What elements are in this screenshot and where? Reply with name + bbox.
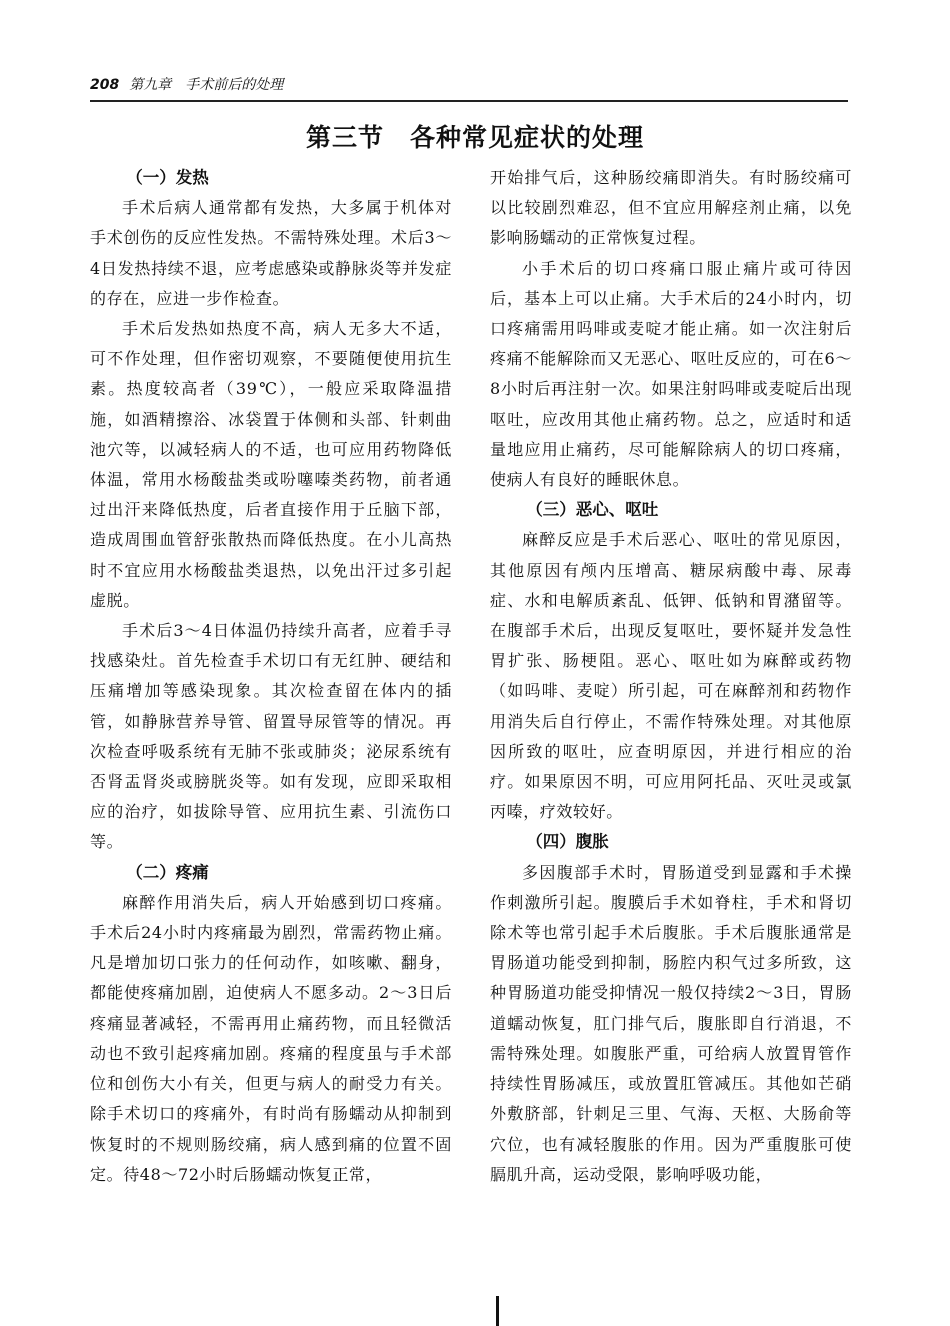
paragraph: 手术后发热如热度不高，病人无多大不适，可不作处理，但作密切观察，不要随便使用抗生素。热度较高者（39℃），一般应采取降温措施，如酒精擦浴、冰袋置于体侧和头部、针刺曲池穴等，以减轻病人的不适，也可应用药物降低体温，常用水杨酸盐类或吩噻嗪类药物，前者通过出汗来降低热度，后者直接作用于丘脑下部，造成周围血管舒张散热而降低热度。在小儿高热时不宜应用水杨酸盐类退热，以免出汗过多引起虚脱。 xyxy=(90,319,452,610)
paragraph: 手术后3～4日体温仍持续升高者，应着手寻找感染灶。首先检查手术切口有无红肿、硬结和压痛增加等感染现象。其次检查留在体内的插管，如静脉营养导管、留置导尿管等的情况。再次检查呼吸系统有无肺不张或肺炎；泌尿系统有否肾盂肾炎或膀胱炎等。如有发现，应即采取相应的治疗，如拔除导管、应用抗生素、引流伤口等。 xyxy=(90,621,452,852)
page-number: 208 xyxy=(90,77,120,93)
paragraph: 小手术后的切口疼痛口服止痛片或可待因后，基本上可以止痛。大手术后的24小时内，切口疼痛需用吗啡或麦啶才能止痛。如一次注射后疼痛不能解除而又无恶心、呕吐反应的，可在6～8小时后再注射一次。如果注射吗啡或麦啶后出现呕吐，应改用其他止痛药物。总之，应适时和适量地应用止痛药，尽可能解除病人的切口疼痛，使病人有良好的睡眠休息。 xyxy=(490,258,852,490)
chapter-title: 第九章 手术前后的处理 xyxy=(129,77,284,93)
subheading-bloating: （四）腹胀 xyxy=(526,832,609,852)
paragraph-continued: 开始排气后，这种肠绞痛即消失。有时肠绞痛可以比较剧烈难忍，但不宜应用解痉剂止痛，以免影响肠蠕动的正常恢复过程。 xyxy=(490,168,852,248)
right-column xyxy=(490,163,852,1190)
paragraph: 麻醉作用消失后，病人开始感到切口疼痛。手术后24小时内疼痛最为剧烈，常需药物止痛。凡是增加切口张力的任何动作，如咳嗽、翻身，都能使疼痛加剧，迫使病人不愿多动。2～3日后疼痛显著减轻，不需再用止痛药物，而且轻微活动也不致引起疼痛加剧。疼痛的程度虽与手术部位和创伤大小有关，但更与病人的耐受力有关。除手术切口的疼痛外，有时尚有肠蠕动从抑制到恢复时的不规则肠绞痛，病人感到痛的位置不固定。待48～72小时后肠蠕动恢复正常， xyxy=(90,892,452,1184)
running-header xyxy=(90,74,848,102)
subheading-nausea-vomiting: （三）恶心、呕吐 xyxy=(526,500,659,520)
section-title: 第三节 各种常见症状的处理 xyxy=(305,123,644,152)
scan-gutter-mark xyxy=(496,1296,499,1326)
subheading-fever: （一）发热 xyxy=(126,168,209,187)
paragraph: 手术后病人通常都有发热，大多属于机体对手术创伤的反应性发热。不需特殊处理。术后3～4日发热持续不退，应考虑感染或静脉炎等并发症的存在，应进一步作检查。 xyxy=(90,198,452,308)
left-column xyxy=(90,163,452,1190)
paragraph: 多因腹部手术时，胃肠道受到显露和手术操作刺激所引起。腹膜后手术如脊柱，手术和肾切除术等也常引起手术后腹胀。手术后腹胀通常是胃肠道功能受到抑制，肠腔内积气过多所致，这种胃肠道功能受抑情况一般仅持续2～3日，胃肠道蠕动恢复，肛门排气后，腹胀即自行消退，不需特殊处理。如腹胀严重，可给病人放置胃管作持续性胃肠减压，或放置肛管减压。其他如芒硝外敷脐部，针刺足三里、气海、天枢、大肠俞等穴位，也有减轻腹胀的作用。因为严重腹胀可使膈肌升高，运动受限，影响呼吸功能， xyxy=(490,862,852,1184)
paragraph: 麻醉反应是手术后恶心、呕吐的常见原因，其他原因有颅内压增高、糖尿病酸中毒、尿毒症、水和电解质紊乱、低钾、低钠和胃潴留等。在腹部手术后，出现反复呕吐，要怀疑并发急性胃扩张、肠梗阻。恶心、呕吐如为麻醉或药物（如吗啡、麦啶）所引起，可在麻醉剂和药物作用消失后自行停止，不需作特殊处理。对其他原因所致的呕吐，应查明原因，并进行相应的治疗。如果原因不明，可应用阿托品、灭吐灵或氯丙嗪，疗效较好。 xyxy=(490,530,852,822)
subheading-pain: （二）疼痛 xyxy=(126,862,209,882)
